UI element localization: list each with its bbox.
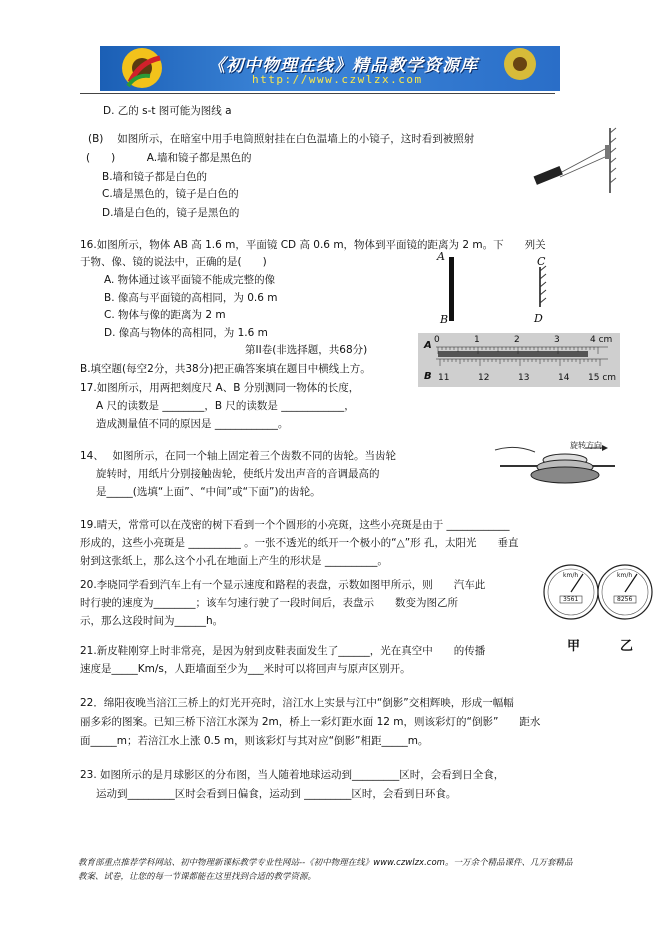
ruler-a-tick-2: 2 [514,335,520,345]
text-line: C. 物体与像的距离为 2 m [104,309,226,321]
text-line: 23. 如图所示的是月球影区的分布图，当人随着地球运动到_________区时，会看到日全食， [80,769,505,781]
label-b: B [440,313,449,326]
text-line: B. 像高与平面镜的高相同，为 0.6 m [104,292,278,304]
ruler-a-tick-0: 0 [434,335,440,345]
speedometer-figure [543,556,653,631]
text-line: A. 物体通过该平面镜不能成完整的像 [104,274,276,286]
text-line: 于物、像、镜的说法中，正确的是( ) [80,256,267,268]
ruler-a-tick-1: 1 [474,335,480,345]
text-line: 14、 如图所示，在同一个轴上固定着三个齿数不同的齿轮。当齿轮 [80,450,396,462]
ruler-b-tick-2: 13 [518,373,530,383]
header-title: 《初中物理在线》精品教学资源库 [208,56,478,76]
text-line: (B) 如图所示，在暗室中用手电筒照射挂在白色温墙上的小镜子，这时看到被照射 [88,133,475,145]
label-c: C [537,255,546,268]
text-line: 示，那么这段时间为______h。 [80,615,224,627]
text-line: 是_____(选填“上面”、“中间”或“下面”)的齿轮。 [96,486,321,498]
text-line: D.墙是白色的，镜子是黑色的 [102,207,240,219]
text-line: B.墙和镜子都是白色的 [102,171,208,183]
label-d: D [534,312,543,325]
text-line: A 尺的读数是 ________，B 尺的读数是 ____________， [96,400,355,412]
text-line: 旋转时，用纸片分别接触齿轮，使纸片发出声音的音调最高的 [96,468,380,480]
text-line: 时行驶的速度为________；该车匀速行驶了一段时间后，表盘示 数变为图乙所 [80,597,458,609]
ruler-a-tick-3: 3 [554,335,560,345]
text-line: 第II卷(非选择题，共68分) [245,344,368,356]
text-line: D. 乙的 s-t 图可能为图线 a [103,105,232,117]
ruler-b-tick-1: 12 [478,373,490,383]
text-line: 形成的，这些小亮斑是 __________ 。一张不透光的纸开一个极小的“△”形 孔，太阳光 垂直 [80,537,519,549]
flashlight-mirror-figure [530,123,620,193]
ruler-b-tick-0: 11 [438,373,450,383]
gear-drawing [490,440,620,490]
gauge-right-unit: km/h [617,572,633,579]
text-line: 面_____m；若涪江水上涨 0.5 m，则该彩灯与其对应“倒影”相距_____m。 [80,735,429,747]
gear-caption: 旋转方向 [570,441,602,450]
gauge-right-odometer: 8256 [617,596,633,603]
ruler-b-tick-4: 15 cm [588,373,617,383]
ruler-a-label: A [424,340,432,351]
text-line: 22．绵阳夜晚当涪江三桥上的灯光开亮时，涪江水上实景与江中“倒影”交相辉映，形成一幅幅 [80,697,514,709]
header-url: http://www.czwlzx.com [252,73,423,86]
text-line: 射到这张纸上，那么这个小孔在地面上产生的形状是 __________。 [80,555,388,567]
gauge-left-unit: km/h [563,572,579,579]
text-line: 造成测量值不同的原因是 ____________。 [96,418,289,430]
text-line: C.墙是黑色的，镜子是白色的 [102,188,239,200]
page-footer: 教育部重点推荐学科网站、初中物理新课标教学专业性网站--《初中物理在线》www.czwlzx.com。一万余个精品课件、几万套精品教案、试卷，让您的每一节课都能在这里找到合适的教学资源。 [78,858,573,882]
label-a: A [437,250,445,263]
gear-figure [490,440,620,490]
text-line: 16.如图所示，物体 AB 高 1.6 m，平面镜 CD 高 0.6 m，物体到平面镜的距离为 2 m。下 列关 [80,239,546,251]
text-line: 丽多彩的图案。已知三桥下涪江水深为 2m，桥上一彩灯距水面 12 m，则该彩灯的“倒影” 距水 [80,716,541,728]
header-rule [80,93,555,94]
text-line: 20.李晓同学看到汽车上有一个显示速度和路程的表盘，示数如图甲所示，则 汽车此 [80,579,486,591]
object-mirror-figure [445,255,555,325]
text-line: 运动到_________区时会看到日偏食，运动到 _________区时，会看到日环食。 [96,788,457,800]
text-line: 17.如图所示，用两把刻度尺 A、B 分别测同一物体的长度， [80,382,360,394]
text-line: ( ) A.墙和镜子都是黑色的 [86,152,252,164]
ruler-figure [418,333,620,387]
ruler-a-tick-4: 4 cm [590,335,613,345]
text-line: 19.晴天，常常可以在茂密的树下看到一个个圆形的小亮斑，这些小亮斑是由于 ____________ [80,519,510,531]
text-line: 21.新皮鞋刚穿上时非常亮，是因为射到皮鞋表面发生了______，光在真空中 的传播 [80,645,486,657]
ruler-b-tick-3: 14 [558,373,570,383]
ruler-b-label: B [424,371,432,382]
header-banner [100,46,560,91]
text-line: 速度是_____Km/s，人距墙面至少为___米时可以将回声与原声区别开。 [80,663,411,675]
gauge-left-label: 甲 [567,639,581,654]
gauge-left-odometer: 3561 [563,596,579,603]
text-line: D. 像高与物体的高相同，为 1.6 m [104,327,268,339]
text-line: B.填空题(每空2分，共38分)把正确答案填在题目中横线上方。 [80,363,371,375]
gauge-right-label: 乙 [620,639,634,654]
